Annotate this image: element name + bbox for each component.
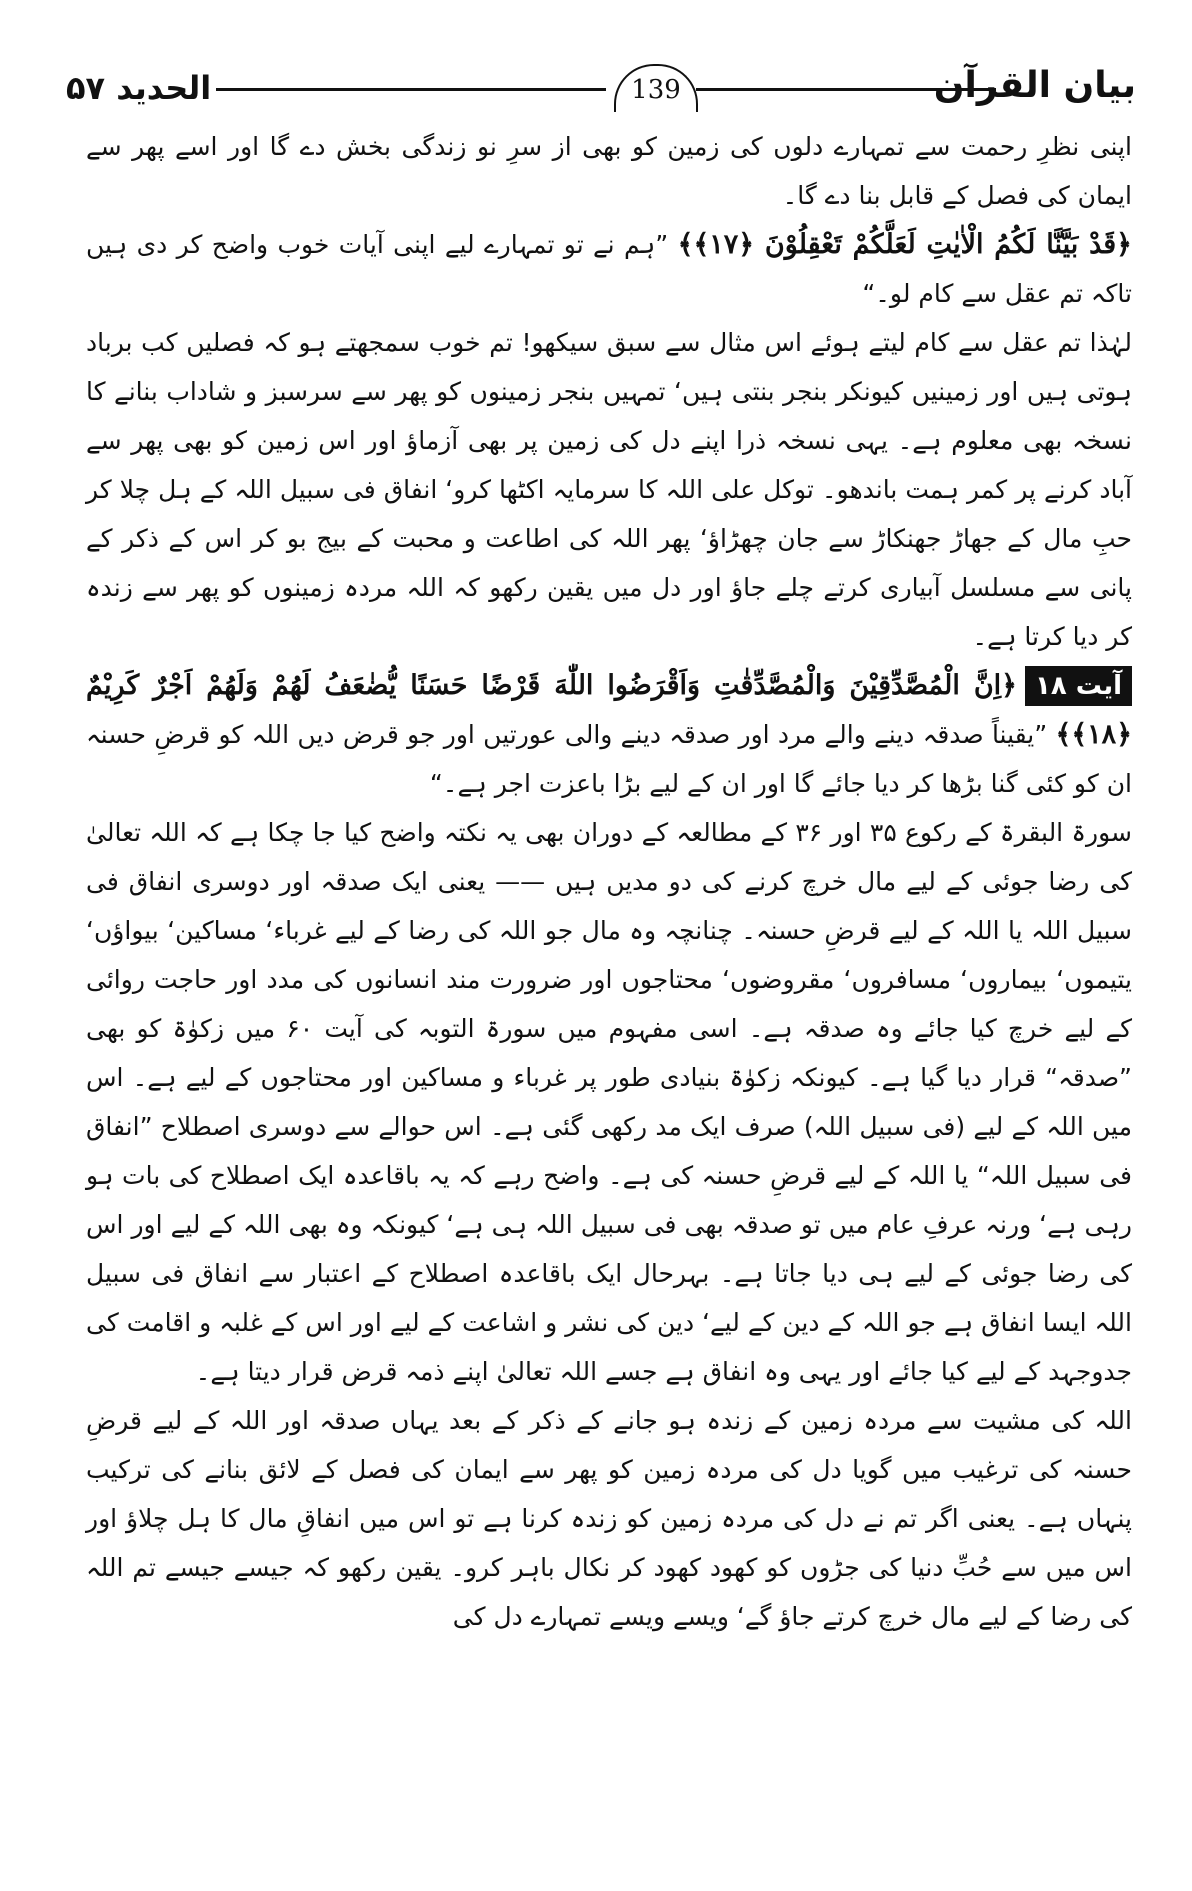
book-title: بیان القرآن (933, 65, 1136, 106)
paragraph-4: اللہ کی مشیت سے مردہ زمین کے زندہ ہو جانے کے ذکر کے بعد یہاں صدقہ اور اللہ کے لیے قرضِ حسنہ کی ترغیب میں گویا دل کی مردہ زمین کو پھر سے ایمان کی فصل کے لائق بنانے کی ترکیب پنہاں ہے۔ یعنی اگر تم نے دل کی مردہ زمین کو زندہ کرنا ہے تو اس میں انفاقِ مال کا ہل چلاؤ اور اس میں سے حُبِّ دنیا کی جڑوں کو کھود کھود کر نکال باہر کرو۔ یقین رکھو کہ جیسے جیسے تم اللہ کی رضا کے لیے مال خرچ کرتے جاؤ گے‘ ویسے ویسے تمہارے دل کی (86, 1406, 1132, 1631)
verse-17-translation: ”ہم نے تو تمہارے لیے اپنی آیات خوب واضح کر دی ہیں تاکہ تم عقل سے کام لو۔“ (86, 230, 1132, 308)
surah-title: الحدید ۵۷ (66, 69, 212, 107)
verse-17-arabic: ﴿قَدْ بَيَّنَّا لَكُمُ الْاٰيٰتِ لَعَلَّكُمْ تَعْقِلُوْنَ ﴿۱۷﴾﴾ (677, 229, 1132, 260)
page-number: 139 (614, 64, 698, 112)
page-header (66, 58, 1136, 118)
paragraph-2: لہٰذا تم عقل سے کام لیتے ہوئے اس مثال سے سبق سیکھو! تم خوب سمجھتے ہو کہ فصلیں کب برباد ہوتی ہیں اور زمینیں کیونکر بنجر بنتی ہیں‘ تمہیں بنجر زمینوں کو پھر سے سرسبز و شاداب بنانے کا نسخہ بھی معلوم ہے۔ یہی نسخہ ذرا اپنے دل کی زمین پر بھی آزماؤ اور اس زمین کو بھی پھر سے آباد کرنے پر کمر ہمت باندھو۔ توکل علی اللہ کا سرمایہ اکٹھا کرو‘ انفاق فی سبیل اللہ کے ہل چلا کر حبِ مال کے جھاڑ جھنکاڑ سے جان چھڑاؤ‘ پھر اللہ کی اطاعت و محبت کے بیج بو کر اس کے ذکر کے پانی سے مسلسل آبیاری کرتے چلے جاؤ اور دل میں یقین رکھو کہ اللہ مردہ زمینوں کو پھر سے زندہ کر دیا کرتا ہے۔ (86, 328, 1132, 651)
verse-18-arabic: ﴿اِنَّ الْمُصَّدِّقِيْنَ وَالْمُصَّدِّقٰتِ وَاَقْرَضُوا اللّٰهَ قَرْضًا حَسَنًا يُّضٰعَفُ لَهُمْ وَلَهُمْ اَجْرٌ كَرِيْمٌ ﴿۱۸﴾﴾ (86, 670, 1133, 750)
verse-17-block (86, 220, 1132, 318)
paragraph-1: اپنی نظرِ رحمت سے تمہارے دلوں کی زمین کو بھی از سرِ نو زندگی بخش دے گا اور اسے پھر سے ایمان کی فصل کے قابل بنا دے گا۔ (86, 132, 1132, 210)
verse-18-block (86, 661, 1132, 808)
header-rule-left (216, 88, 606, 91)
verse-18-label: آیت ۱۸ (1025, 666, 1132, 706)
paragraph-3: سورۃ البقرۃ کے رکوع ۳۵ اور ۳۶ کے مطالعہ کے دوران بھی یہ نکتہ واضح کیا جا چکا ہے کہ اللہ تعالیٰ کی رضا جوئی کے لیے مال خرچ کرنے کی دو مدیں ہیں —— یعنی ایک صدقہ اور دوسری انفاق فی سبیل اللہ یا اللہ کے لیے قرضِ حسنہ۔ چنانچہ وہ مال جو اللہ کی رضا کے لیے غرباء‘ مساکین‘ بیواؤں‘ یتیموں‘ بیماروں‘ مسافروں‘ مقروضوں‘ محتاجوں اور ضرورت مند انسانوں کی مدد اور حاجت روائی کے لیے خرچ کیا جائے وہ صدقہ ہے۔ اسی مفہوم میں سورۃ التوبہ کی آیت ۶۰ میں زکوٰۃ کو بھی ”صدقہ“ قرار دیا گیا ہے۔ کیونکہ زکوٰۃ بنیادی طور پر غرباء و مساکین اور محتاجوں کے لیے ہے۔ اس میں اللہ کے لیے (فی سبیل اللہ) صرف ایک مد رکھی گئی ہے۔ اس حوالے سے دوسری اصطلاح ”انفاق فی سبیل اللہ“ یا اللہ کے لیے قرضِ حسنہ کی ہے۔ واضح رہے کہ یہ باقاعدہ ایک اصطلاح کی بات ہو رہی ہے‘ ورنہ عرفِ عام میں تو صدقہ بھی فی سبیل اللہ ہی ہے‘ کیونکہ وہ بھی اللہ کے لیے اور اس کی رضا جوئی کے لیے ہی دیا جاتا ہے۔ بہرحال ایک باقاعدہ اصطلاح کے اعتبار سے انفاق فی سبیل اللہ ایسا انفاق ہے جو اللہ کے دین کے لیے‘ دین کی نشر و اشاعت کے لیے اور اس کے غلبہ و اقامت کی جدوجہد کے لیے کیا جائے اور یہی وہ انفاق ہے جسے اللہ تعالیٰ اپنے ذمہ قرض قرار دیتا ہے۔ (86, 818, 1133, 1386)
page-body (86, 122, 1132, 1641)
verse-18-translation: ”یقیناً صدقہ دینے والے مرد اور صدقہ دینے والی عورتیں اور جو قرض دیں اللہ کو قرضِ حسنہ ان کو کئی گنا بڑھا کر دیا جائے گا اور ان کے لیے بڑا باعزت اجر ہے۔“ (86, 720, 1132, 798)
